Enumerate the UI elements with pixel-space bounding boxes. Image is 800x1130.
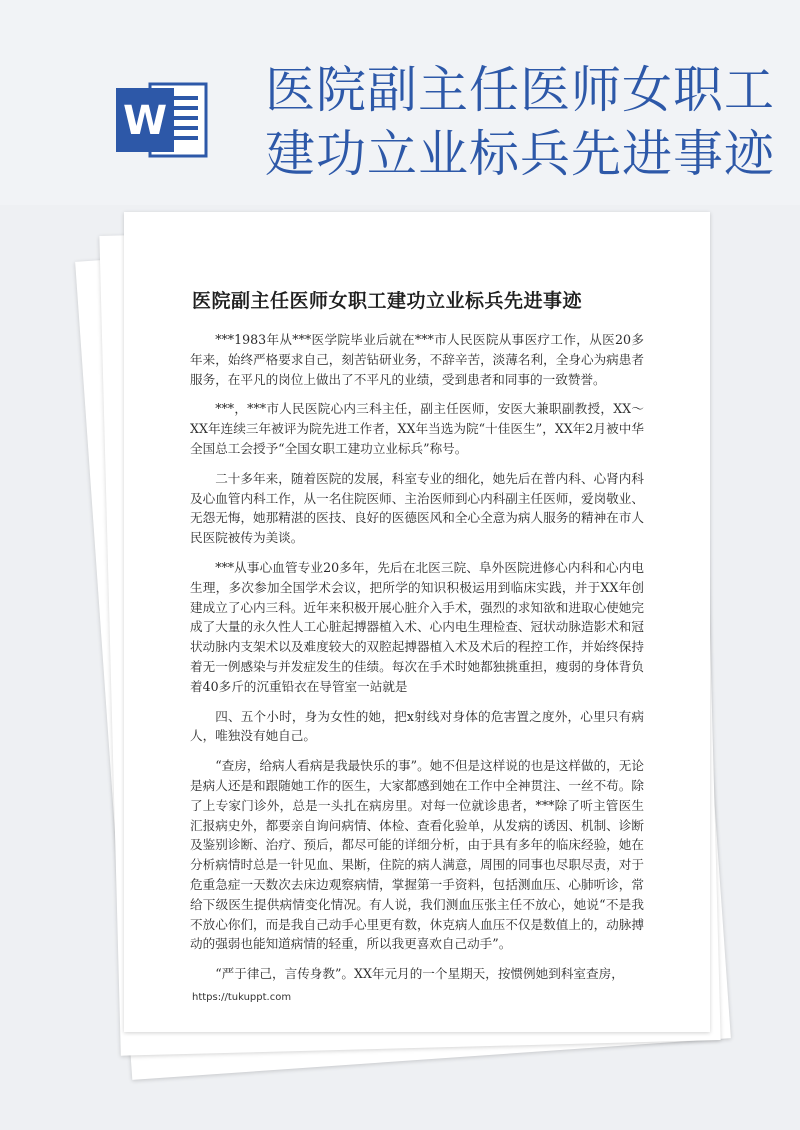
paragraph: ***从事心血管专业20多年，先后在北医三院、阜外医院进修心内科和心内电生理，多次参加全国学术会议，把所学的知识积极运用到临床实践，并于XX年创建成立了心内三科。近年来积极开展心脏介入手术，强烈的求知欲和进取心使她完成了大量的永久性人工心脏起搏器植入术、心内电生理检查、冠状动脉造影术和冠状动脉内支架术以及难度较大的双腔起搏器植入术及术后的程控工作，并始终保持着无一例感染与并发症发生的佳绩。每次在手术时她都独挑重担，瘦弱的身体背负着40多斤的沉重铅衣在导管室一站就是 — [190, 559, 644, 694]
document-body — [190, 330, 644, 994]
paragraph: “严于律己，言传身教”。XX年元月的一个星期天，按惯例她到科室查房， — [215, 966, 624, 982]
page-title-line-1: 医院副主任医师女职工 — [265, 61, 775, 119]
page-title-line-2: 建功立业标兵先进事迹 — [265, 125, 775, 183]
document-page — [124, 212, 710, 1032]
paragraph: 二十多年来，随着医院的发展，科室专业的细化，她先后在普内科、心肾内科及心血管内科工作，从一名住院医师、主治医师到心内科副主任医师，爱岗敬业、无怨无悔，她那精湛的医技、良好的医德医风和全心全意为病人服务的精神在市人民医院被传为美谈。 — [190, 470, 644, 546]
footer-url: https://tukuppt.com — [192, 992, 292, 1003]
paragraph: “查房，给病人看病是我最快乐的事”。她不但是这样说的也是这样做的，无论是病人还是和跟随她工作的医生，大家都感到她在工作中全神贯注、一丝不苟。除了上专家门诊外，总是一头扎在病房里。对每一位就诊患者，***除了听主管医生汇报病史外，都要亲自询问病情、体检、查看化验单，从发病的诱因、机制、诊断及鉴别诊断、治疗、预后，都尽可能的详细分析，由于具有多年的临床经验，她在分析病情时总是一针见血、果断，住院的病人满意，周围的同事也尽职尽责，对于危重急症一天数次去床边观察病情，掌握第一手资料，包括测血压、心肺听诊，常给下级医生提供病情变化情况。有人说，我们测血压张主任不放心，她说“不是我不放心你们，而是我自己动手心里更有数，休克病人血压不仅是数值上的，动脉搏动的强弱也能知道病情的轻重，所以我更喜欢自己动手”。 — [190, 758, 644, 952]
paragraph: ***，***市人民医院心内三科主任，副主任医师，安医大兼职副教授，XX～XX年连续三年被评为院先进工作者，XX年当选为院“十佳医生”，XX年2月被中华全国总工会授予“全国女职工建功立业标兵”称号。 — [190, 401, 644, 456]
logo-letter: W — [122, 98, 168, 144]
paragraph: 四、五个小时，身为女性的她，把x射线对身体的危害置之度外，心里只有病人，唯独没有她自己。 — [190, 708, 644, 744]
page-title — [265, 58, 785, 186]
word-document-icon — [112, 70, 212, 170]
paragraph: ***1983年从***医学院毕业后就在***市人民医院从事医疗工作，从医20多年来，始终严格要求自己，刻苦钻研业务，不辞辛苦，淡薄名利，全身心为病患者服务，在平凡的岗位上做出了不平凡的业绩，受到患者和同事的一致赞誉。 — [190, 332, 644, 387]
document-title: 医院副主任医师女职工建功立业标兵先进事迹 — [192, 290, 583, 312]
